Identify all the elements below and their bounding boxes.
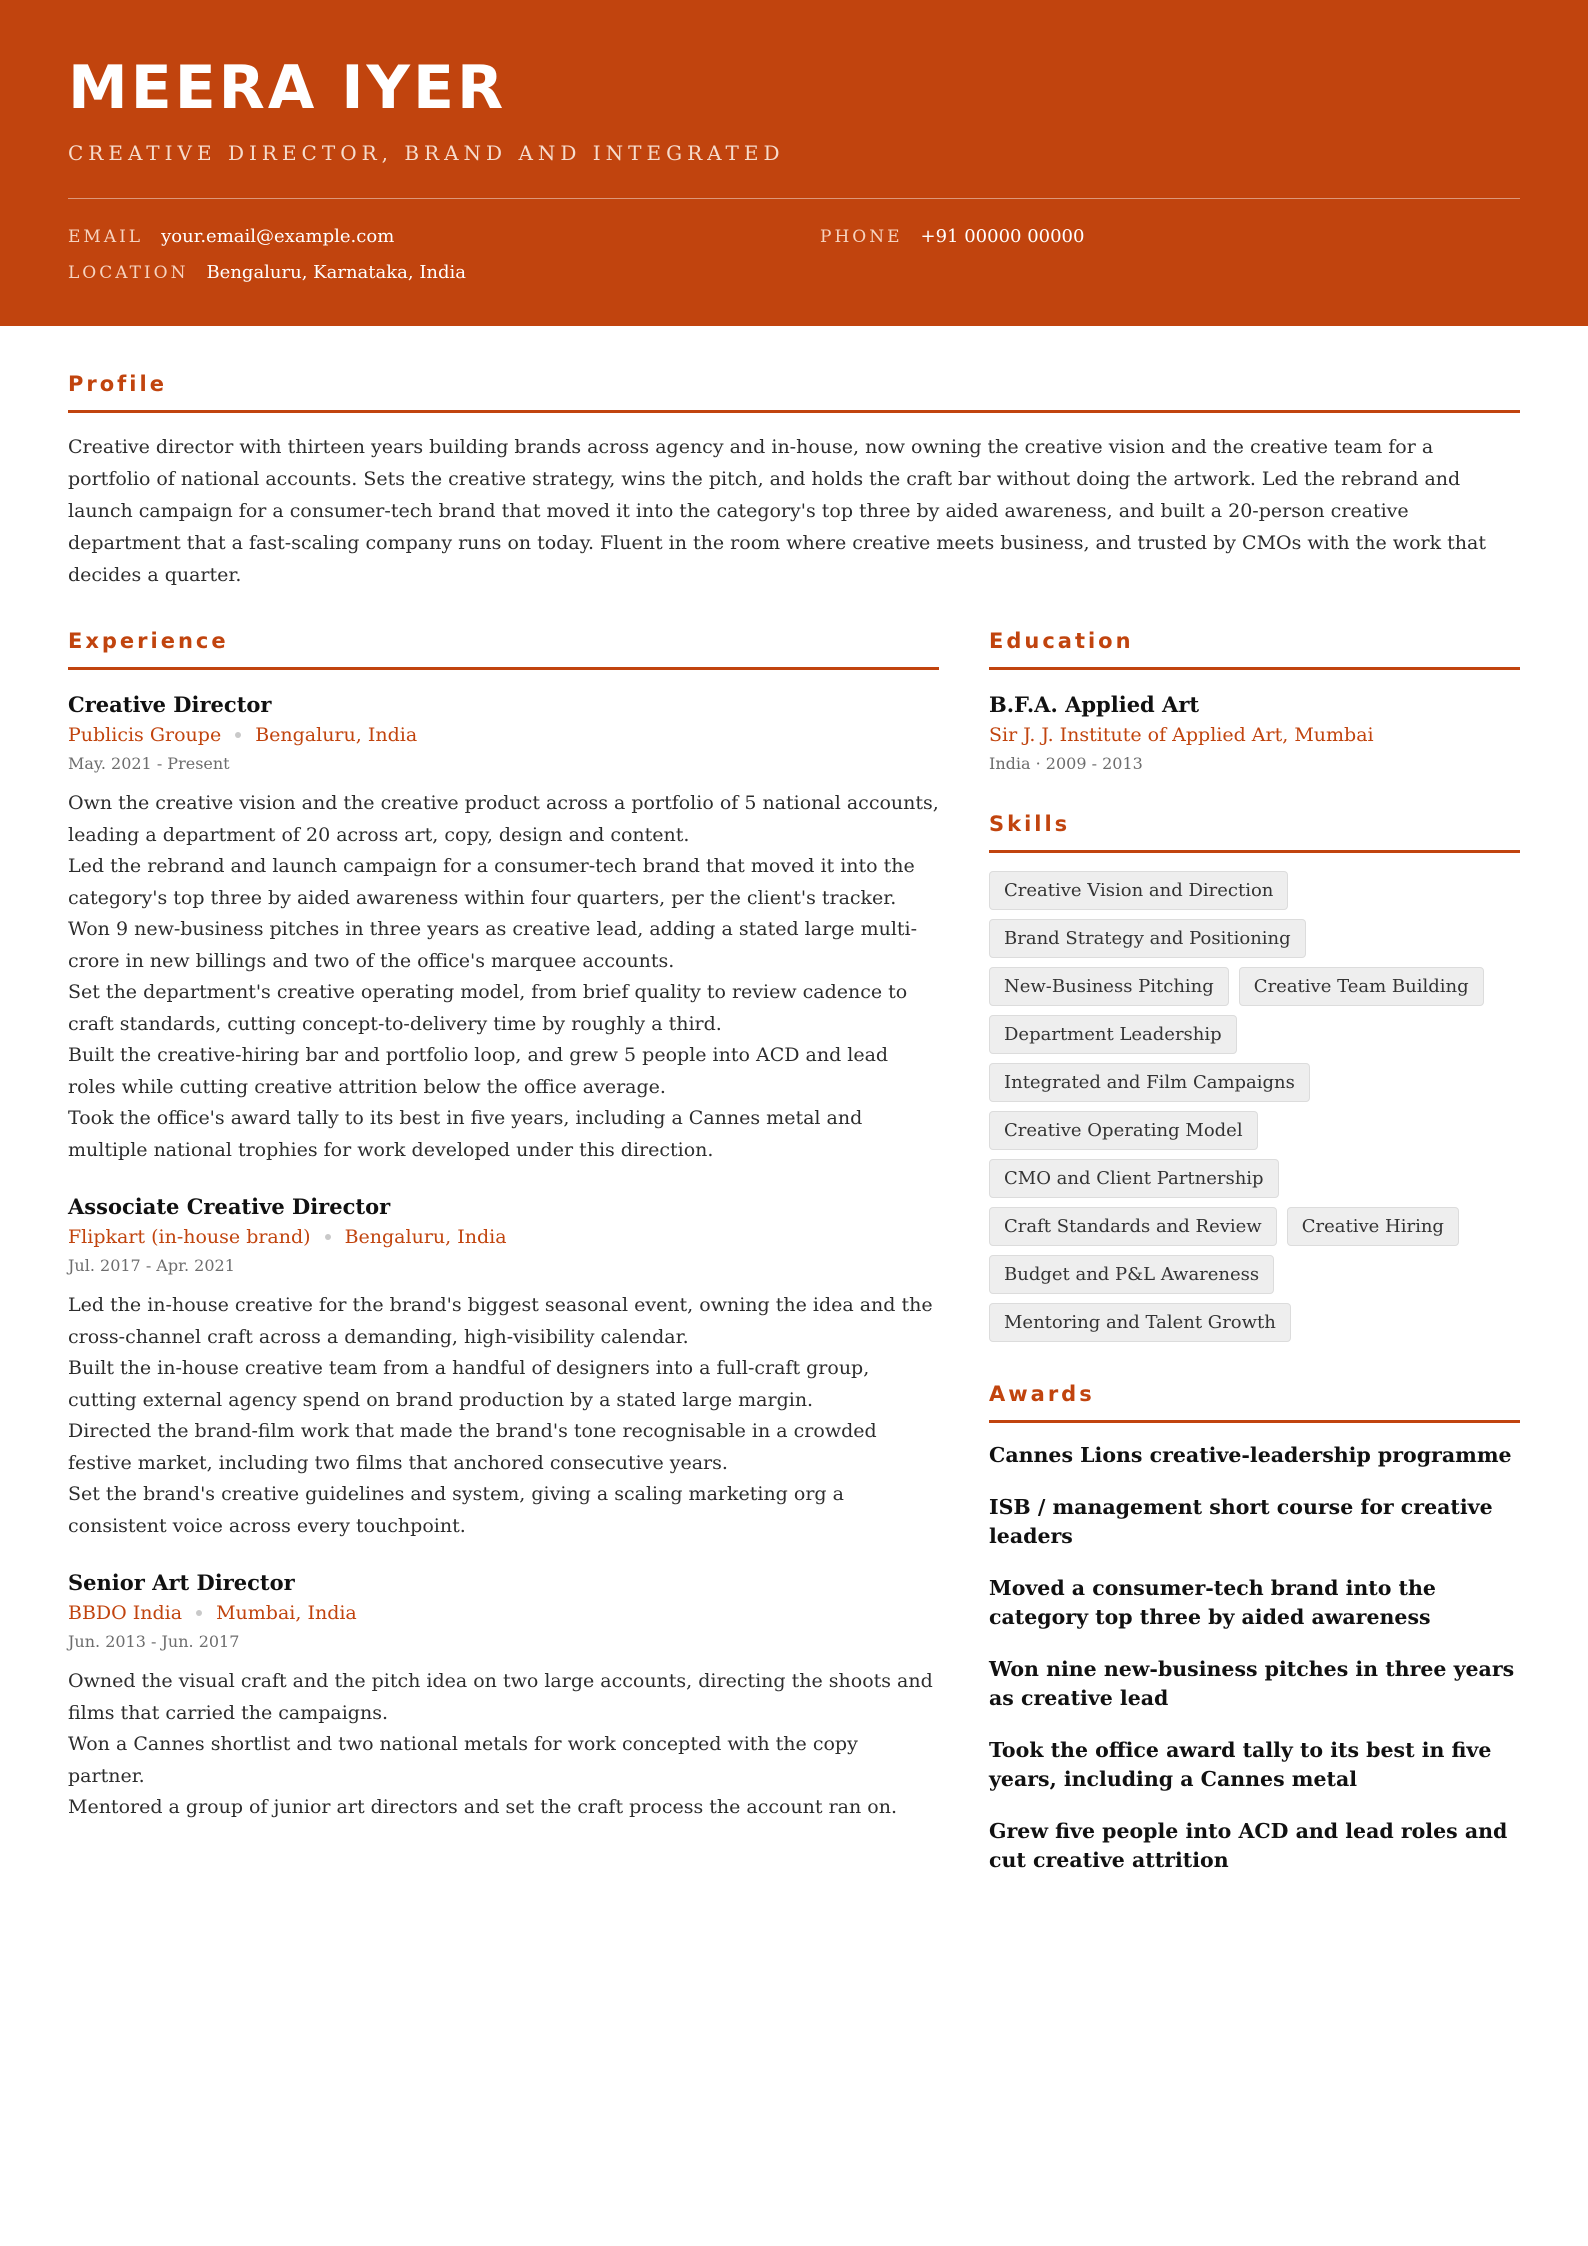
job-dates: Jun. 2013 - Jun. 2017 [68,1632,240,1651]
separator-dot-icon [196,1610,202,1616]
separator-dot-icon [235,732,241,738]
skill-chip: Integrated and Film Campaigns [989,1063,1310,1102]
job-achievements [68,788,939,1166]
job-entry [68,690,939,1166]
job-company: BBDO India [68,1602,183,1624]
job-achievement: Set the brand's creative guidelines and system, giving a scaling marketing org a consistent voice across every touchpoint. [68,1483,844,1537]
email-value[interactable]: your.email@example.com [161,226,395,247]
profile-section [68,372,1520,591]
skills-list [989,871,1520,1342]
job-location: Mumbai, India [216,1602,357,1624]
job-achievement: Led the in-house creative for the brand's biggest seasonal event, owning the idea and the cross-channel craft across a demanding, high-visibility calendar. [68,1294,933,1348]
job-entry [68,1568,939,1824]
job-achievement: Won 9 new-business pitches in three years as creative lead, adding a stated large multi-crore in new billings and two of the office's marquee accounts. [68,918,918,972]
skill-chip: Creative Team Building [1239,967,1484,1006]
job-achievement: Built the in-house creative team from a handful of designers into a full-craft group, cutting external agency spend on brand production by a stated large margin. [68,1357,870,1411]
skills-section [989,812,1520,1342]
job-title: Senior Art Director [68,1570,295,1595]
section-title-skills: Skills [989,812,1520,853]
section-title-experience: Experience [68,629,939,670]
profile-summary: Creative director with thirteen years building brands across agency and in-house, now owning the creative vision and the creative team for a portfolio of national accounts. Sets the creative strategy, wins the pitch, and holds the craft bar without doing the artwork. Led the rebrand and launch campaign for a consumer-tech brand that moved it into the category's top three by aided awareness, and built a 20-person creative department that a fast-scaling company runs on today. Fluent in the room where creative meets business, and trusted by CMOs with the work that decides a quarter. [68,436,1486,586]
resume-header [0,0,1588,326]
job-company: Publicis Groupe [68,724,222,746]
job-title: Creative Director [68,692,272,717]
skill-chip: Creative Operating Model [989,1111,1258,1150]
job-achievement: Took the office's award tally to its best in five years, including a Cannes metal and multiple national trophies for work developed under this direction. [68,1107,863,1161]
separator-dot-icon [325,1234,331,1240]
job-achievements [68,1666,939,1824]
job-achievement: Directed the brand-film work that made the brand's tone recognisable in a crowded festive market, including two films that anchored consecutive years. [68,1420,877,1474]
resume-body [0,372,1588,1898]
awards-section [989,1382,1520,1875]
job-company: Flipkart (in-house brand) [68,1226,311,1248]
job-achievements [68,1290,939,1542]
education-degree: B.F.A. Applied Art [989,692,1200,717]
award-item: Moved a consumer-tech brand into the category top three by aided awareness [989,1576,1436,1629]
skill-chip: New-Business Pitching [989,967,1229,1006]
job-achievement: Built the creative-hiring bar and portfolio loop, and grew 5 people into ACD and lead roles while cutting creative attrition below the office average. [68,1044,889,1098]
skill-chip: Mentoring and Talent Growth [989,1303,1291,1342]
award-item: Took the office award tally to its best in five years, including a Cannes metal [989,1738,1492,1791]
job-achievement: Led the rebrand and launch campaign for a consumer-tech brand that moved it into the category's top three by aided awareness within four quarters, per the client's tracker. [68,855,915,909]
job-achievement: Own the creative vision and the creative product across a portfolio of 5 national accounts, leading a department of 20 across art, copy, design and content. [68,792,939,846]
email-label: EMAIL [68,227,144,247]
section-title-awards: Awards [989,1382,1520,1423]
skill-chip: Creative Hiring [1287,1207,1459,1246]
education-meta: India · 2009 - 2013 [989,754,1143,773]
job-title: Associate Creative Director [68,1194,391,1219]
contact-location [68,261,820,285]
job-company-line [68,1222,939,1252]
phone-label: PHONE [820,227,903,247]
job-location: Bengaluru, India [255,724,418,746]
job-dates: Jul. 2017 - Apr. 2021 [68,1256,235,1275]
contact-email [68,225,820,249]
job-achievement: Won a Cannes shortlist and two national metals for work concepted with the copy partner. [68,1733,858,1787]
skill-chip: Brand Strategy and Positioning [989,919,1306,958]
candidate-name: MEERA IYER [68,53,507,123]
section-title-education: Education [989,629,1520,670]
job-dates: May. 2021 - Present [68,754,230,773]
header-divider [68,198,1520,199]
skill-chip: Department Leadership [989,1015,1237,1054]
section-title-profile: Profile [68,372,1520,413]
job-company-line [68,720,939,750]
award-item: Won nine new-business pitches in three years as creative lead [989,1657,1515,1710]
award-item: ISB / management short course for creative leaders [989,1495,1493,1548]
experience-section [68,629,939,1898]
awards-list [989,1441,1520,1875]
phone-value[interactable]: +91 00000 00000 [920,226,1085,247]
skill-chip: Craft Standards and Review [989,1207,1277,1246]
skill-chip: Creative Vision and Direction [989,871,1288,910]
job-company-line [68,1598,939,1628]
job-location: Bengaluru, India [344,1226,507,1248]
contact-info [68,225,1520,285]
two-column-layout [68,629,1520,1898]
skill-chip: Budget and P&L Awareness [989,1255,1274,1294]
job-achievement: Mentored a group of junior art directors and set the craft process the account ran on. [68,1796,897,1818]
education-section [989,629,1520,778]
award-item: Grew five people into ACD and lead roles and cut creative attrition [989,1819,1508,1872]
job-achievement: Set the department's creative operating model, from brief quality to review cadence to craft standards, cutting concept-to-delivery time by roughly a third. [68,981,908,1035]
skill-chip: CMO and Client Partnership [989,1159,1279,1198]
contact-phone [820,225,1520,249]
location-label: LOCATION [68,263,189,283]
location-value: Bengaluru, Karnataka, India [206,262,467,283]
sidebar-column [989,629,1520,1898]
award-item: Cannes Lions creative-leadership programme [989,1443,1512,1467]
education-school: Sir J. J. Institute of Applied Art, Mumbai [989,724,1374,746]
job-entry [68,1192,939,1542]
education-entry [989,690,1520,778]
job-achievement: Owned the visual craft and the pitch idea on two large accounts, directing the shoots and films that carried the campaigns. [68,1670,933,1724]
candidate-headline: CREATIVE DIRECTOR, BRAND AND INTEGRATED [68,141,785,165]
